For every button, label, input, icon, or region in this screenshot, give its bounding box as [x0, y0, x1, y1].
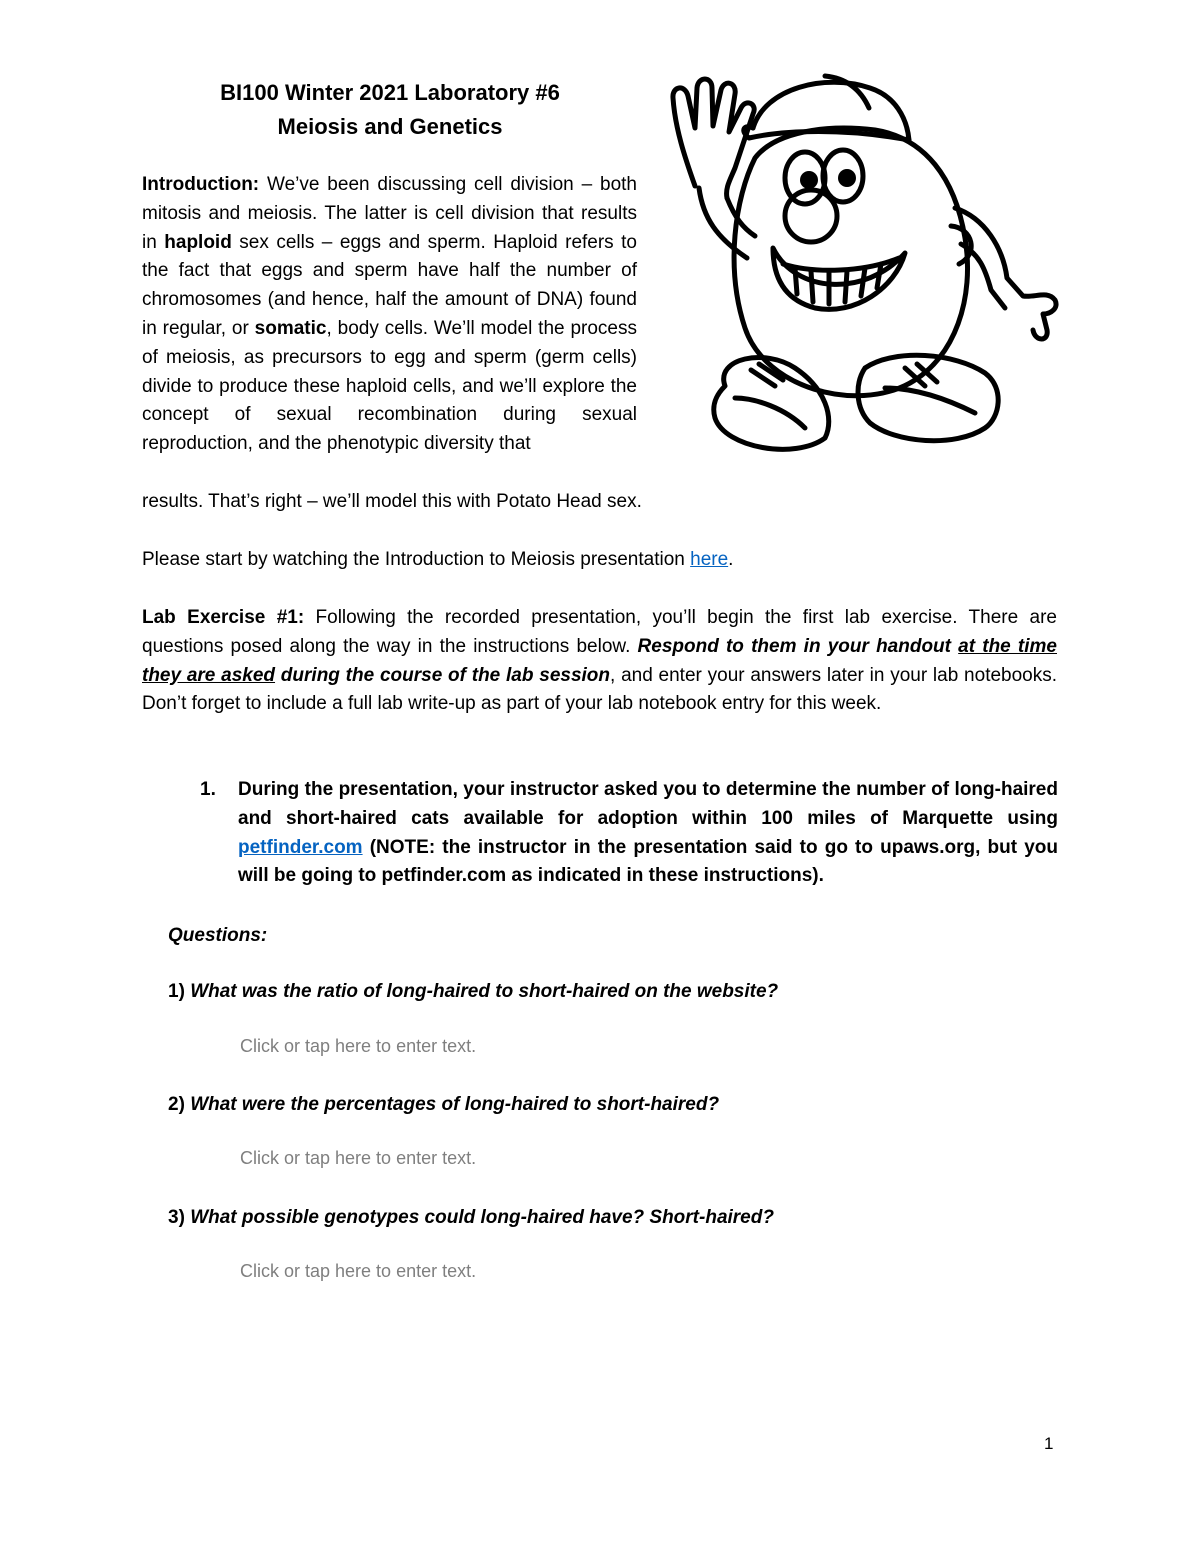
question-text: What was the ratio of long-haired to short-haired on the website? [190, 981, 779, 1002]
document-title: BI100 Winter 2021 Laboratory #6 [220, 80, 560, 105]
lab-exercise-label: Lab Exercise #1: [142, 607, 305, 628]
lab-exercise-emphasis-1: Respond to them in your handout [637, 635, 959, 657]
lab-exercise-paragraph [142, 604, 1057, 719]
answer-field-1[interactable]: Click or tap here to enter text. [240, 1036, 477, 1056]
question-number: 2) [168, 1094, 191, 1115]
question-number: 3) [168, 1207, 191, 1228]
somatic-term: somatic [254, 317, 327, 339]
question-number: 1) [168, 981, 191, 1002]
questions-heading: Questions: [168, 925, 268, 946]
haploid-term: haploid [164, 231, 232, 253]
introduction-text-1: We’ve been discussing cell division – both mitosis and meiosis. The latter is cell division that results in [142, 174, 637, 253]
answer-field-3[interactable]: Click or tap here to enter text. [240, 1261, 477, 1281]
item-number: 1. [200, 779, 216, 800]
watch-text: Please start by watching the Introduction to Meiosis presentation [142, 549, 691, 570]
document-subtitle: Meiosis and Genetics [277, 114, 503, 139]
question-1 [168, 978, 778, 1007]
lab-exercise-text-2: , and enter your answers later in your lab notebooks. Don’t forget to include a full lab write-up as part of your lab notebook entry for this week. [142, 664, 1058, 715]
lab-exercise-text-1: Following the recorded presentation, you’ll begin the first lab exercise. There are questions posed along the way in the instructions below. [142, 607, 1057, 657]
watch-end: . [728, 549, 734, 570]
question-text: What were the percentages of long-haired to short-haired? [190, 1094, 720, 1115]
introduction-tail: results. That’s right – we’ll model this with Potato Head sex. [142, 491, 642, 512]
question-2 [168, 1091, 719, 1120]
petfinder-link[interactable]: petfinder.com [238, 836, 363, 858]
instruction-item-1 [200, 776, 1058, 891]
introduction-paragraph [142, 171, 637, 459]
presentation-link[interactable]: here [690, 549, 729, 570]
introduction-text-3: , body cells. We’ll model the process of meiosis, as precursors to egg and sperm (germ cells) divide to produce these haploid cells, and we’ll explore the concept of sexual recombination during sexual reproduction, and the phenotypic diversity that [142, 317, 637, 455]
lab-exercise-underlined: at the time they are asked [142, 635, 1057, 686]
item-text [238, 776, 1058, 891]
introduction-label: Introduction: [142, 174, 260, 195]
watch-instruction [142, 546, 1062, 575]
question-3 [168, 1204, 774, 1233]
potato-head-illustration [655, 68, 1075, 460]
item-text-1: During the presentation, your instructor asked you to determine the number of long-haired and short-haired cats available for adoption within 100 miles of Marquette using [238, 779, 1058, 829]
lab-exercise-emphasis-2: during the course of the lab session [275, 664, 611, 686]
introduction-text-2: sex cells – eggs and sperm. Haploid refers to the fact that eggs and sperm have half the number of chromosomes (and hence, half the amount of DNA) found in regular, or [142, 231, 637, 339]
page-number: 1 [1044, 1434, 1054, 1453]
answer-field-2[interactable]: Click or tap here to enter text. [240, 1148, 477, 1168]
item-text-2: (NOTE: the instructor in the presentation said to go to upaws.org, but you will be going to petfinder.com as indicated in these instructions). [238, 836, 1058, 887]
question-text: What possible genotypes could long-haired have? Short-haired? [190, 1207, 774, 1228]
